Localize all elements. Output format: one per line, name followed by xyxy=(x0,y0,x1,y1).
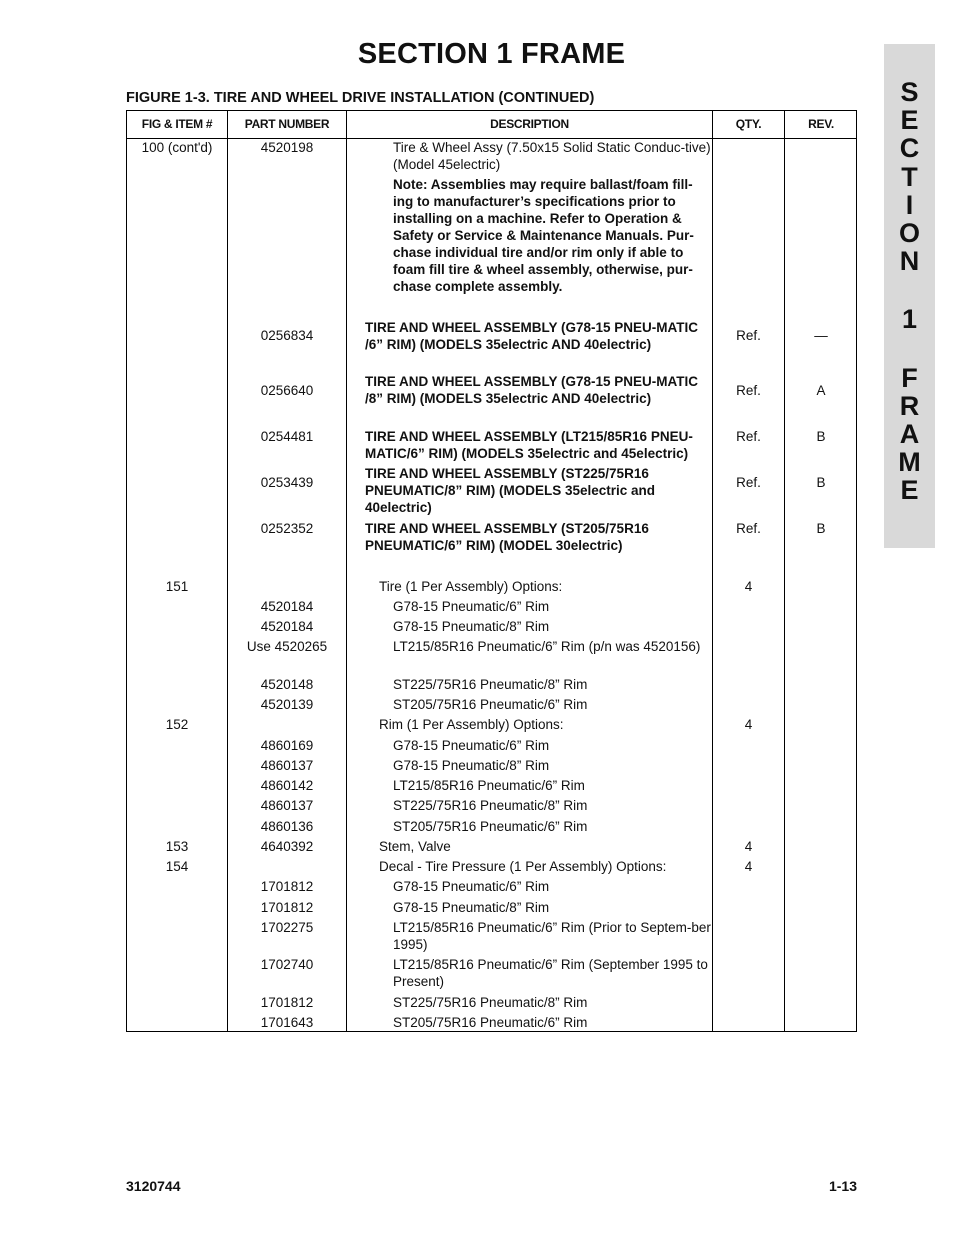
side-tab-letter: S xyxy=(900,77,919,107)
description-cell: LT215/85R16 Pneumatic/6” Rim (p/n was 4520156) xyxy=(393,639,701,654)
part-number-cell: 4860169 xyxy=(260,738,314,753)
qty-cell: 4 xyxy=(744,839,753,854)
side-tab-letter: F xyxy=(901,362,918,393)
part-number-cell: 0253439 xyxy=(260,475,314,490)
rev-cell: B xyxy=(816,475,826,490)
side-tab-letter: E xyxy=(900,475,919,506)
rev-cell: B xyxy=(816,429,826,444)
description-cell: G78-15 Pneumatic/6” Rim xyxy=(393,879,550,894)
parts-table xyxy=(126,110,857,1032)
table-header xyxy=(127,111,856,139)
qty-cell: Ref. xyxy=(736,521,761,536)
side-tab-letter: M xyxy=(898,447,921,478)
description-cell: Tire & Wheel Assy (7.50x15 Solid Static Conduc-tive) (Model 45electric) xyxy=(393,140,711,172)
rev-cell: B xyxy=(816,521,826,536)
document-number: 3120744 xyxy=(126,1178,181,1194)
note-cell: Note: Assemblies may require ballast/foam fill-ing to manufacturer’s specifications prior to installing on a machine. Refer to Operation & Safety or Service & Maintenance Manuals. Pur-chase individual tire and/or rim only if able to foam fill tire & wheel assembly, otherwise, pur-chase complete assembly. xyxy=(393,177,694,294)
part-number-cell: 4860142 xyxy=(260,778,314,793)
column-divider xyxy=(784,111,785,1031)
qty-cell: Ref. xyxy=(736,429,761,444)
description-cell: LT215/85R16 Pneumatic/6” Rim (September 1995 to Present) xyxy=(393,957,708,989)
description-cell: ST225/75R16 Pneumatic/8” Rim xyxy=(393,995,588,1010)
header-description: DESCRIPTION xyxy=(490,117,569,131)
side-tab-letter: R xyxy=(899,390,920,421)
part-number-cell: 1701812 xyxy=(260,879,314,894)
description-cell: ST205/75R16 Pneumatic/6” Rim xyxy=(393,1015,588,1030)
part-number-cell: 1701812 xyxy=(260,900,314,915)
qty-cell: Ref. xyxy=(736,328,761,343)
part-number-cell: 0256640 xyxy=(260,383,314,398)
fig-item-cell: 100 (cont'd) xyxy=(141,140,213,155)
side-tab-letter: 1 xyxy=(901,304,918,335)
side-tab-letter: I xyxy=(905,189,914,220)
description-cell: ST225/75R16 Pneumatic/8” Rim xyxy=(393,677,588,692)
fig-item-cell: 154 xyxy=(165,859,189,874)
description-cell: Rim (1 Per Assembly) Options: xyxy=(379,717,564,732)
side-tab-letter: E xyxy=(900,105,919,136)
part-number-cell: Use 4520265 xyxy=(246,639,328,654)
fig-item-cell: 152 xyxy=(165,717,189,732)
description-cell: G78-15 Pneumatic/6” Rim xyxy=(393,599,550,614)
description-cell: Tire (1 Per Assembly) Options: xyxy=(379,579,563,594)
part-number-cell: 1702275 xyxy=(260,920,314,935)
header-rev: REV. xyxy=(808,117,834,131)
description-cell: G78-15 Pneumatic/6” Rim xyxy=(393,738,550,753)
part-number-cell: 0254481 xyxy=(260,429,314,444)
description-cell: LT215/85R16 Pneumatic/6” Rim (Prior to Septem-ber 1995) xyxy=(393,920,711,952)
description-cell: TIRE AND WHEEL ASSEMBLY (LT215/85R16 PNEU-MATIC/6” RIM) (MODELS 35electric and 45electric) xyxy=(365,429,693,461)
part-number-cell: 1701643 xyxy=(260,1015,314,1030)
description-cell: TIRE AND WHEEL ASSEMBLY (G78-15 PNEU-MATIC /8” RIM) (MODELS 35electric AND 40electric) xyxy=(365,374,699,406)
part-number-cell: 4520184 xyxy=(260,619,314,634)
description-cell: G78-15 Pneumatic/8” Rim xyxy=(393,900,550,915)
side-tab-letter: N xyxy=(899,246,920,277)
side-tab-letter: T xyxy=(901,161,918,192)
description-cell: TIRE AND WHEEL ASSEMBLY (G78-15 PNEU-MATIC /6” RIM) (MODELS 35electric AND 40electric) xyxy=(365,320,699,352)
description-cell: Stem, Valve xyxy=(379,839,451,854)
qty-cell: 4 xyxy=(744,859,753,874)
header-fig-item: FIG & ITEM # xyxy=(141,117,213,131)
header-part-number: PART NUMBER xyxy=(244,117,330,131)
side-tab-spacer xyxy=(884,334,935,364)
description-cell: LT215/85R16 Pneumatic/6” Rim xyxy=(393,778,585,793)
description-cell: ST205/75R16 Pneumatic/6” Rim xyxy=(393,819,588,834)
part-number-cell: 4520198 xyxy=(260,140,314,155)
fig-item-cell: 151 xyxy=(165,579,189,594)
header-qty: QTY. xyxy=(735,117,762,131)
page-title: SECTION 1 FRAME xyxy=(357,38,626,70)
part-number-cell: 4520148 xyxy=(260,677,314,692)
part-number-cell: 4640392 xyxy=(260,839,314,854)
part-number-cell: 4520184 xyxy=(260,599,314,614)
description-cell: Decal - Tire Pressure (1 Per Assembly) Options: xyxy=(379,859,667,874)
rev-cell: A xyxy=(816,383,826,398)
part-number-cell: 4860136 xyxy=(260,819,314,834)
part-number-cell: 4520139 xyxy=(260,697,314,712)
fig-item-cell: 153 xyxy=(165,839,189,854)
side-tab-letter: A xyxy=(899,418,920,449)
page-number: 1-13 xyxy=(828,1178,857,1194)
description-cell: TIRE AND WHEEL ASSEMBLY (ST225/75R16 PNEUMATIC/8” RIM) (MODELS 35electric and 40electric) xyxy=(365,466,656,515)
part-number-cell: 1702740 xyxy=(260,957,314,972)
qty-cell: 4 xyxy=(744,717,753,732)
qty-cell: Ref. xyxy=(736,475,761,490)
description-cell: G78-15 Pneumatic/8” Rim xyxy=(393,619,550,634)
description-cell: ST205/75R16 Pneumatic/6” Rim xyxy=(393,697,588,712)
description-cell: TIRE AND WHEEL ASSEMBLY (ST205/75R16 PNEUMATIC/6” RIM) (MODEL 30electric) xyxy=(365,521,649,553)
part-number-cell: 0256834 xyxy=(260,328,314,343)
side-tab-letters xyxy=(884,78,935,504)
section-side-tab xyxy=(884,44,935,548)
part-number-cell: 1701812 xyxy=(260,995,314,1010)
description-cell: ST225/75R16 Pneumatic/8” Rim xyxy=(393,798,588,813)
part-number-cell: 4860137 xyxy=(260,758,314,773)
part-number-cell: 0252352 xyxy=(260,521,314,536)
side-tab-letter: O xyxy=(898,217,920,248)
qty-cell: 4 xyxy=(744,579,753,594)
rev-cell: — xyxy=(814,328,828,343)
qty-cell: Ref. xyxy=(736,383,761,398)
description-cell: G78-15 Pneumatic/8” Rim xyxy=(393,758,550,773)
figure-title: FIGURE 1-3. TIRE AND WHEEL DRIVE INSTALLATION (CONTINUED) xyxy=(126,90,595,106)
column-divider xyxy=(712,111,713,1031)
side-tab-spacer xyxy=(884,275,935,305)
side-tab-letter: C xyxy=(899,133,920,164)
part-number-cell: 4860137 xyxy=(260,798,314,813)
column-divider xyxy=(346,111,347,1031)
